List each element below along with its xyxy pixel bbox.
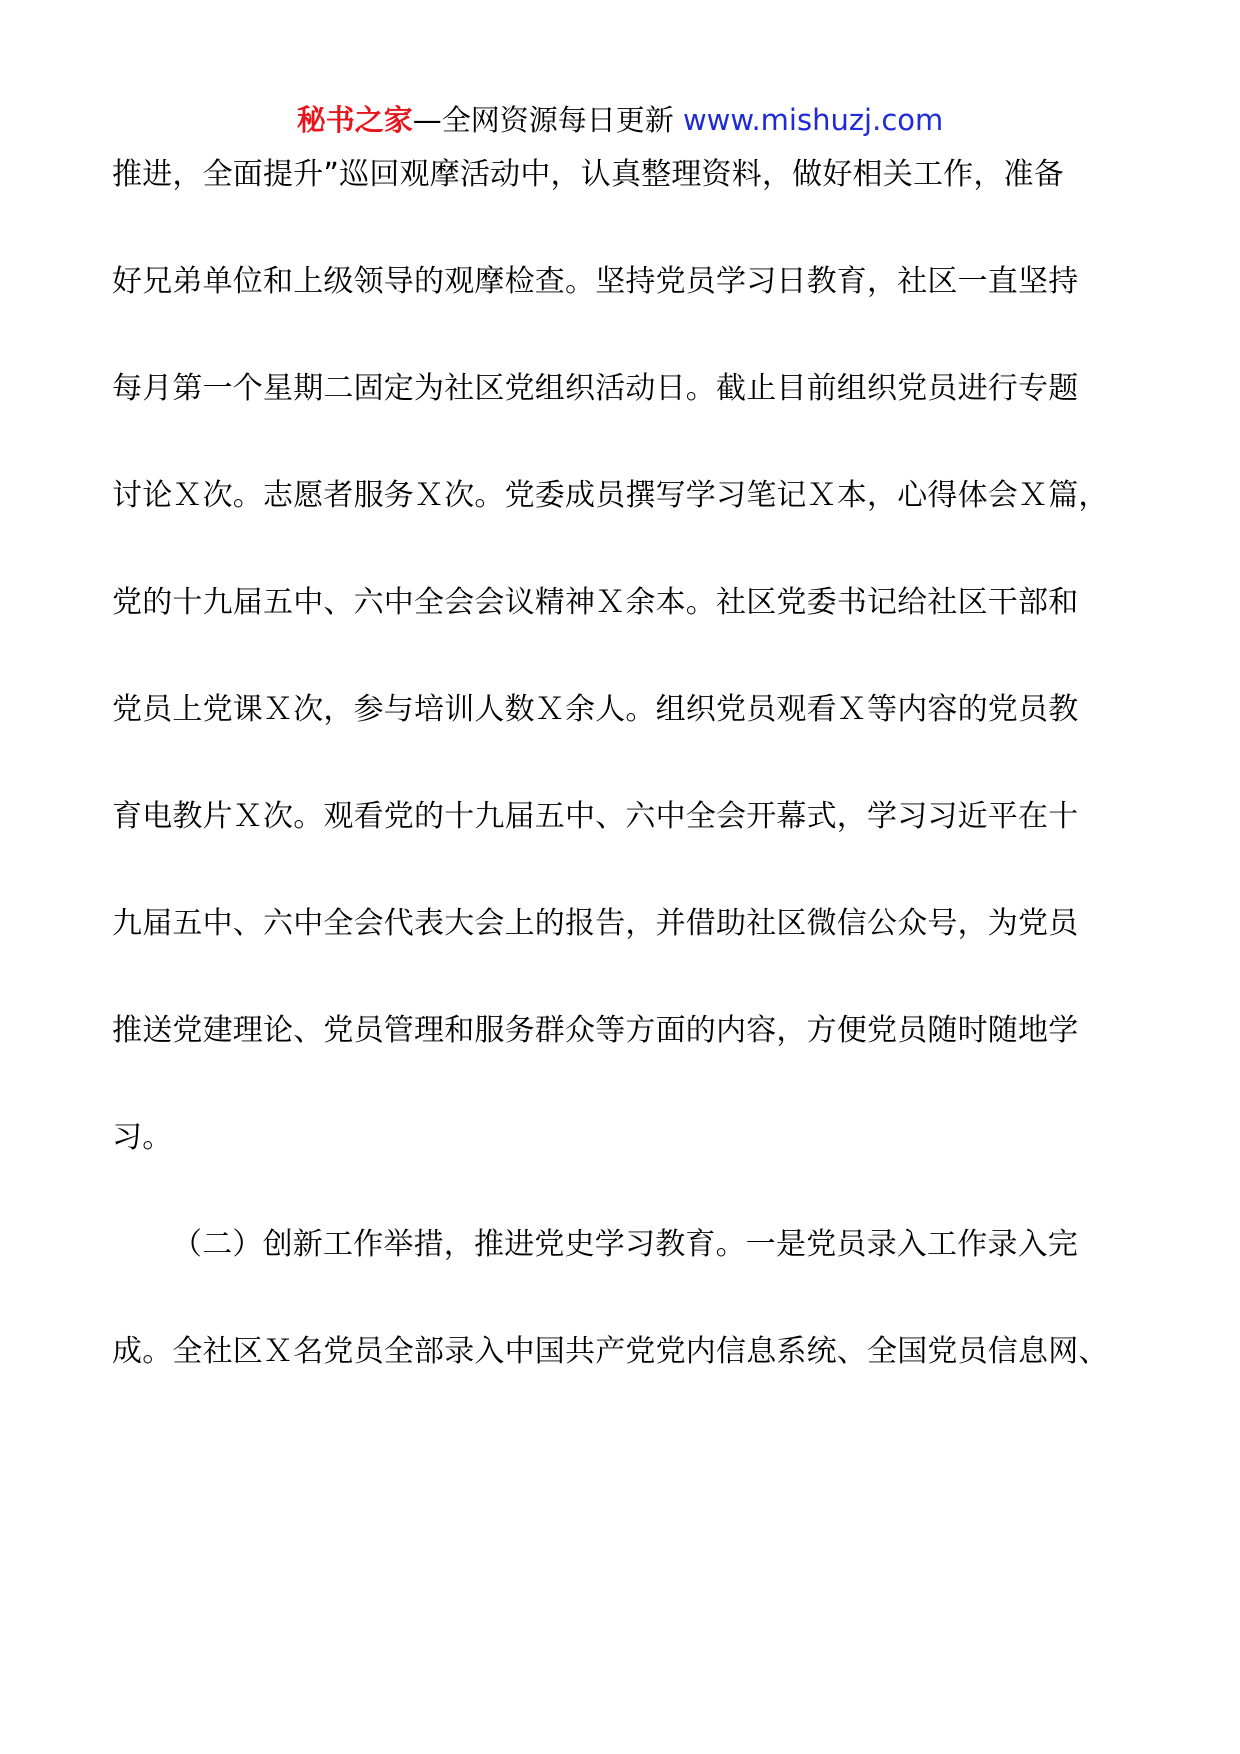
paragraph-line: 推送党建理论、党员管理和服务群众等方面的内容，方便党员随时随地学 (112, 1013, 1079, 1048)
header-tagline: —全网资源每日更新 (412, 103, 683, 137)
paragraph-line: 成。全社区Ｘ名党员全部录入中国共产党党内信息系统、全国党员信息网、 (112, 1334, 1109, 1369)
paragraph-line: 党员上党课Ｘ次，参与培训人数Ｘ余人。组织党员观看Ｘ等内容的党员教 (112, 692, 1079, 727)
paragraph-line: 习。 (112, 1120, 173, 1155)
section-heading-line: （二）创新工作举措，推进党史学习教育。一是党员录入工作录入完 (172, 1227, 1078, 1262)
brand-name: 秘书之家 (296, 103, 413, 137)
paragraph-line: 每月第一个星期二固定为社区党组织活动日。截止目前组织党员进行专题 (112, 371, 1079, 406)
paragraph-line: 育电教片Ｘ次。观看党的十九届五中、六中全会开幕式，学习习近平在十 (112, 799, 1079, 834)
paragraph-line: 九届五中、六中全会代表大会上的报告，并借助社区微信公众号，为党员 (112, 906, 1079, 941)
paragraph-line: 推进，全面提升”巡回观摩活动中，认真整理资料，做好相关工作，准备 (112, 157, 1064, 192)
paragraph-line: 讨论Ｘ次。志愿者服务Ｘ次。党委成员撰写学习笔记Ｘ本，心得体会Ｘ篇， (112, 478, 1109, 513)
paragraph-line: 好兄弟单位和上级领导的观摩检查。坚持党员学习日教育，社区一直坚持 (112, 264, 1079, 299)
site-url[interactable]: www.mishuzj.com (682, 103, 944, 137)
paragraph-line: 党的十九届五中、六中全会会议精神Ｘ余本。社区党委书记给社区干部和 (112, 585, 1079, 620)
